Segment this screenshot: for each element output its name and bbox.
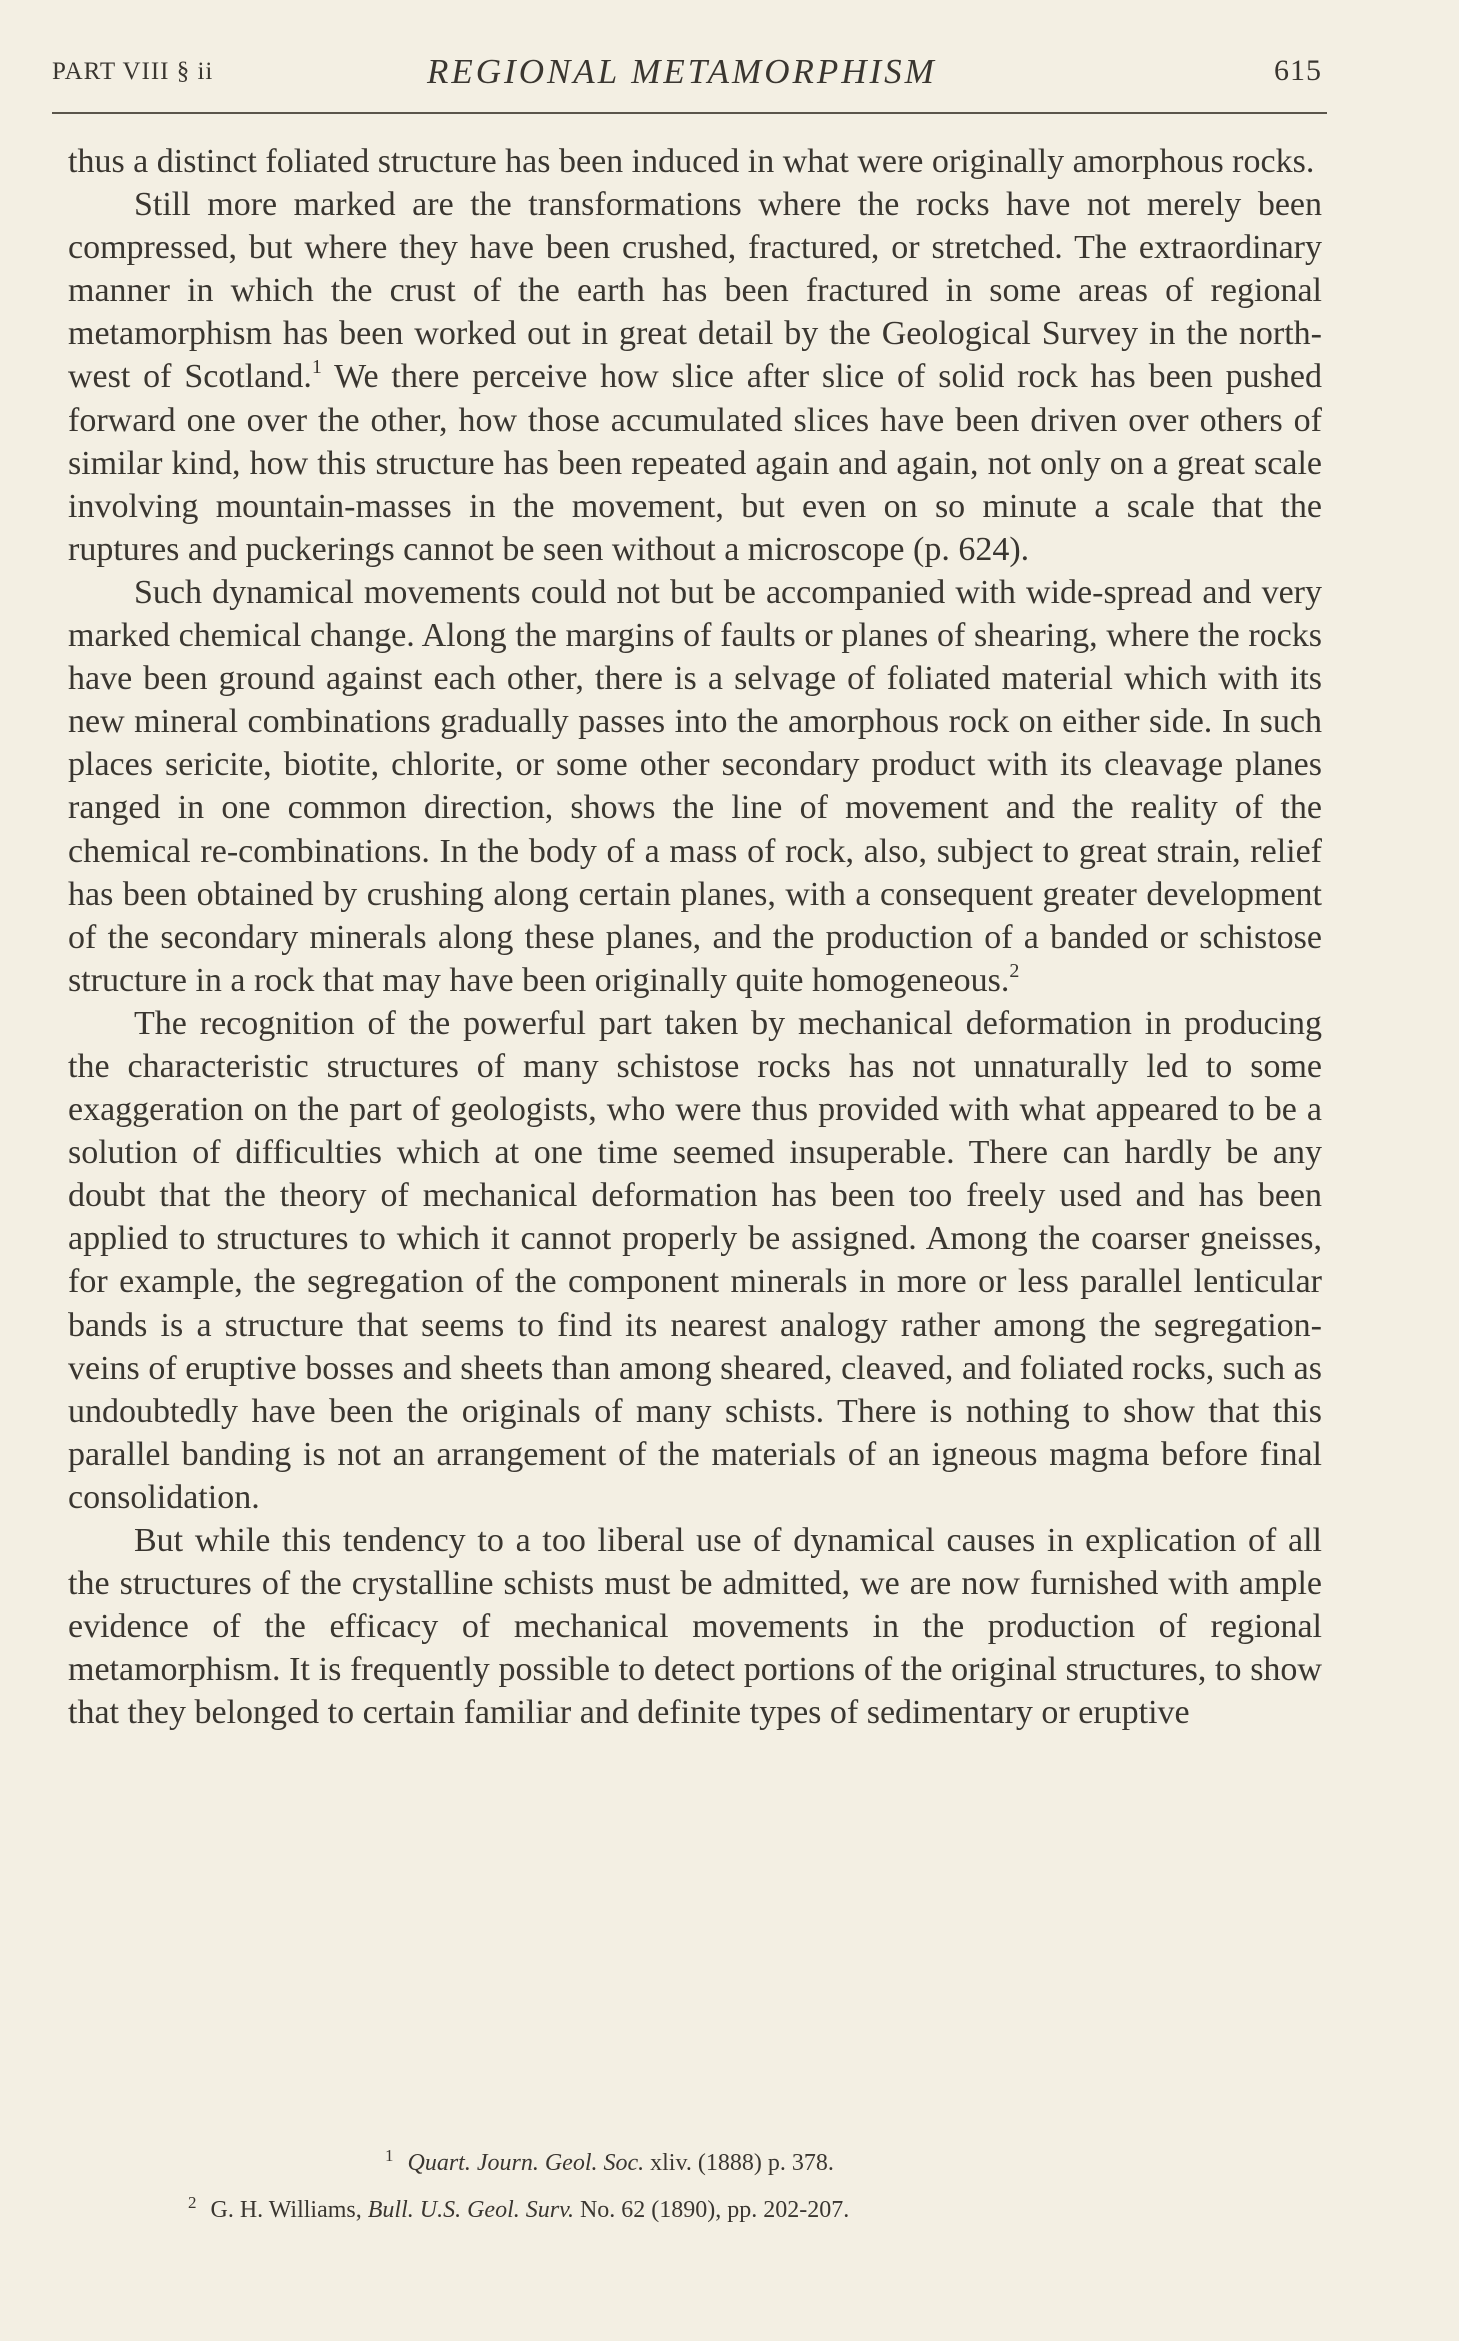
- running-title: REGIONAL METAMORPHISM: [427, 52, 937, 91]
- citation-journal: Bull. U.S. Geol. Surv.: [367, 2197, 574, 2223]
- paragraph-text: The recognition of the powerful part taken by mechanical deformation in producing the characteristic structures of many schistose rocks has not unnaturally led to some exaggeration on the part of geologists, who were thus provided with what appeared to be a solution of difficulties which at one time seemed insuperable. There can hardly be any doubt that the theory of mechanical deformation has been too freely used and has been applied to structures to which it cannot properly be assigned. Among the coarser gneisses, for example, the segregation of the component minerals in more or less parallel lenticular bands is a structure that seems to find its nearest analogy rather among the segregation-veins of eruptive bosses and sheets than among sheared, cleaved, and foliated rocks, such as undoubtedly have been the originals of many schists. There is nothing to show that this parallel banding is not an arrangement of the materials of an igneous magma before final consolidation.: [68, 1004, 1322, 1516]
- footnote-number: 2: [188, 2193, 197, 2212]
- paragraph: [68, 571, 1322, 1002]
- page-number: 615: [1274, 54, 1322, 87]
- footnote-ref-2[interactable]: 2: [1009, 959, 1020, 982]
- part-section-label: PART VIII § ii: [52, 58, 214, 85]
- footnote-ref-1[interactable]: 1: [311, 356, 322, 379]
- paragraph: [68, 183, 1322, 571]
- paragraph-text: But while this tendency to a too liberal use of dynamical causes in explication of all the structures of the crystalline schists must be admitted, we are now furnished with ample evidence of the efficacy of mechanical movements in the production of regional metamorphism. It is frequently possible to detect portions of the original structures, to show that they belonged to certain familiar and definite types of sedimentary or eruptive: [68, 1522, 1322, 1732]
- footnotes: [140, 2140, 1290, 2234]
- footnote-2: [188, 2187, 1290, 2234]
- running-header: [52, 50, 1322, 100]
- paragraph-text: Still more marked are the transformations where the rocks have not merely been compressed, but where they have been crushed, fractured, or stretched. The extraordinary manner in which the crust of the earth has been fractured in some areas of regional metamorphism has been worked out in great detail by the Geological Survey in the north-west of Scotland.: [68, 186, 1322, 396]
- paragraph: [68, 1519, 1322, 1734]
- paragraph-text: thus a distinct foliated structure has been induced in what were originally amorphous rocks.: [68, 143, 1315, 180]
- paragraph-text: We there perceive how slice after slice of solid rock has been pushed forward one over the other, how those accumulated slices have been driven over others of similar kind, how this structure has been repeated again and again, not only on a great scale involving mountain-masses in the movement, but even on so minute a scale that the ruptures and puckerings cannot be seen without a microscope (p. 624).: [68, 358, 1322, 568]
- paragraph: [68, 1002, 1322, 1519]
- header-rule: [52, 112, 1327, 114]
- paragraph-text: Such dynamical movements could not but be accompanied with wide-spread and very marked chemical change. Along the margins of faults or planes of shearing, where the rocks have been ground against each other, there is a selvage of foliated material which with its new mineral combinations gradually passes into the amorphous rock on either side. In such places sericite, biotite, chlorite, or some other secondary product with its cleavage planes ranged in one common direction, shows the line of movement and the reality of the chemical re-combinations. In the body of a mass of rock, also, subject to great strain, relief has been obtained by crushing along certain planes, with a consequent greater development of the secondary minerals along these planes, and the production of a banded or schistose structure in a rock that may have been originally quite homogeneous.: [68, 573, 1322, 999]
- footnote-1: [385, 2140, 1290, 2187]
- citation-detail: No. 62 (1890), pp. 202-207.: [573, 2197, 850, 2223]
- paragraph: [68, 140, 1322, 183]
- citation-detail: xliv. (1888) p. 378.: [644, 2150, 834, 2176]
- body-text: [68, 140, 1322, 1734]
- footnote-number: 1: [385, 2146, 394, 2165]
- citation-journal: Quart. Journ. Geol. Soc.: [407, 2150, 645, 2176]
- citation-author: G. H. Williams,: [210, 2197, 368, 2223]
